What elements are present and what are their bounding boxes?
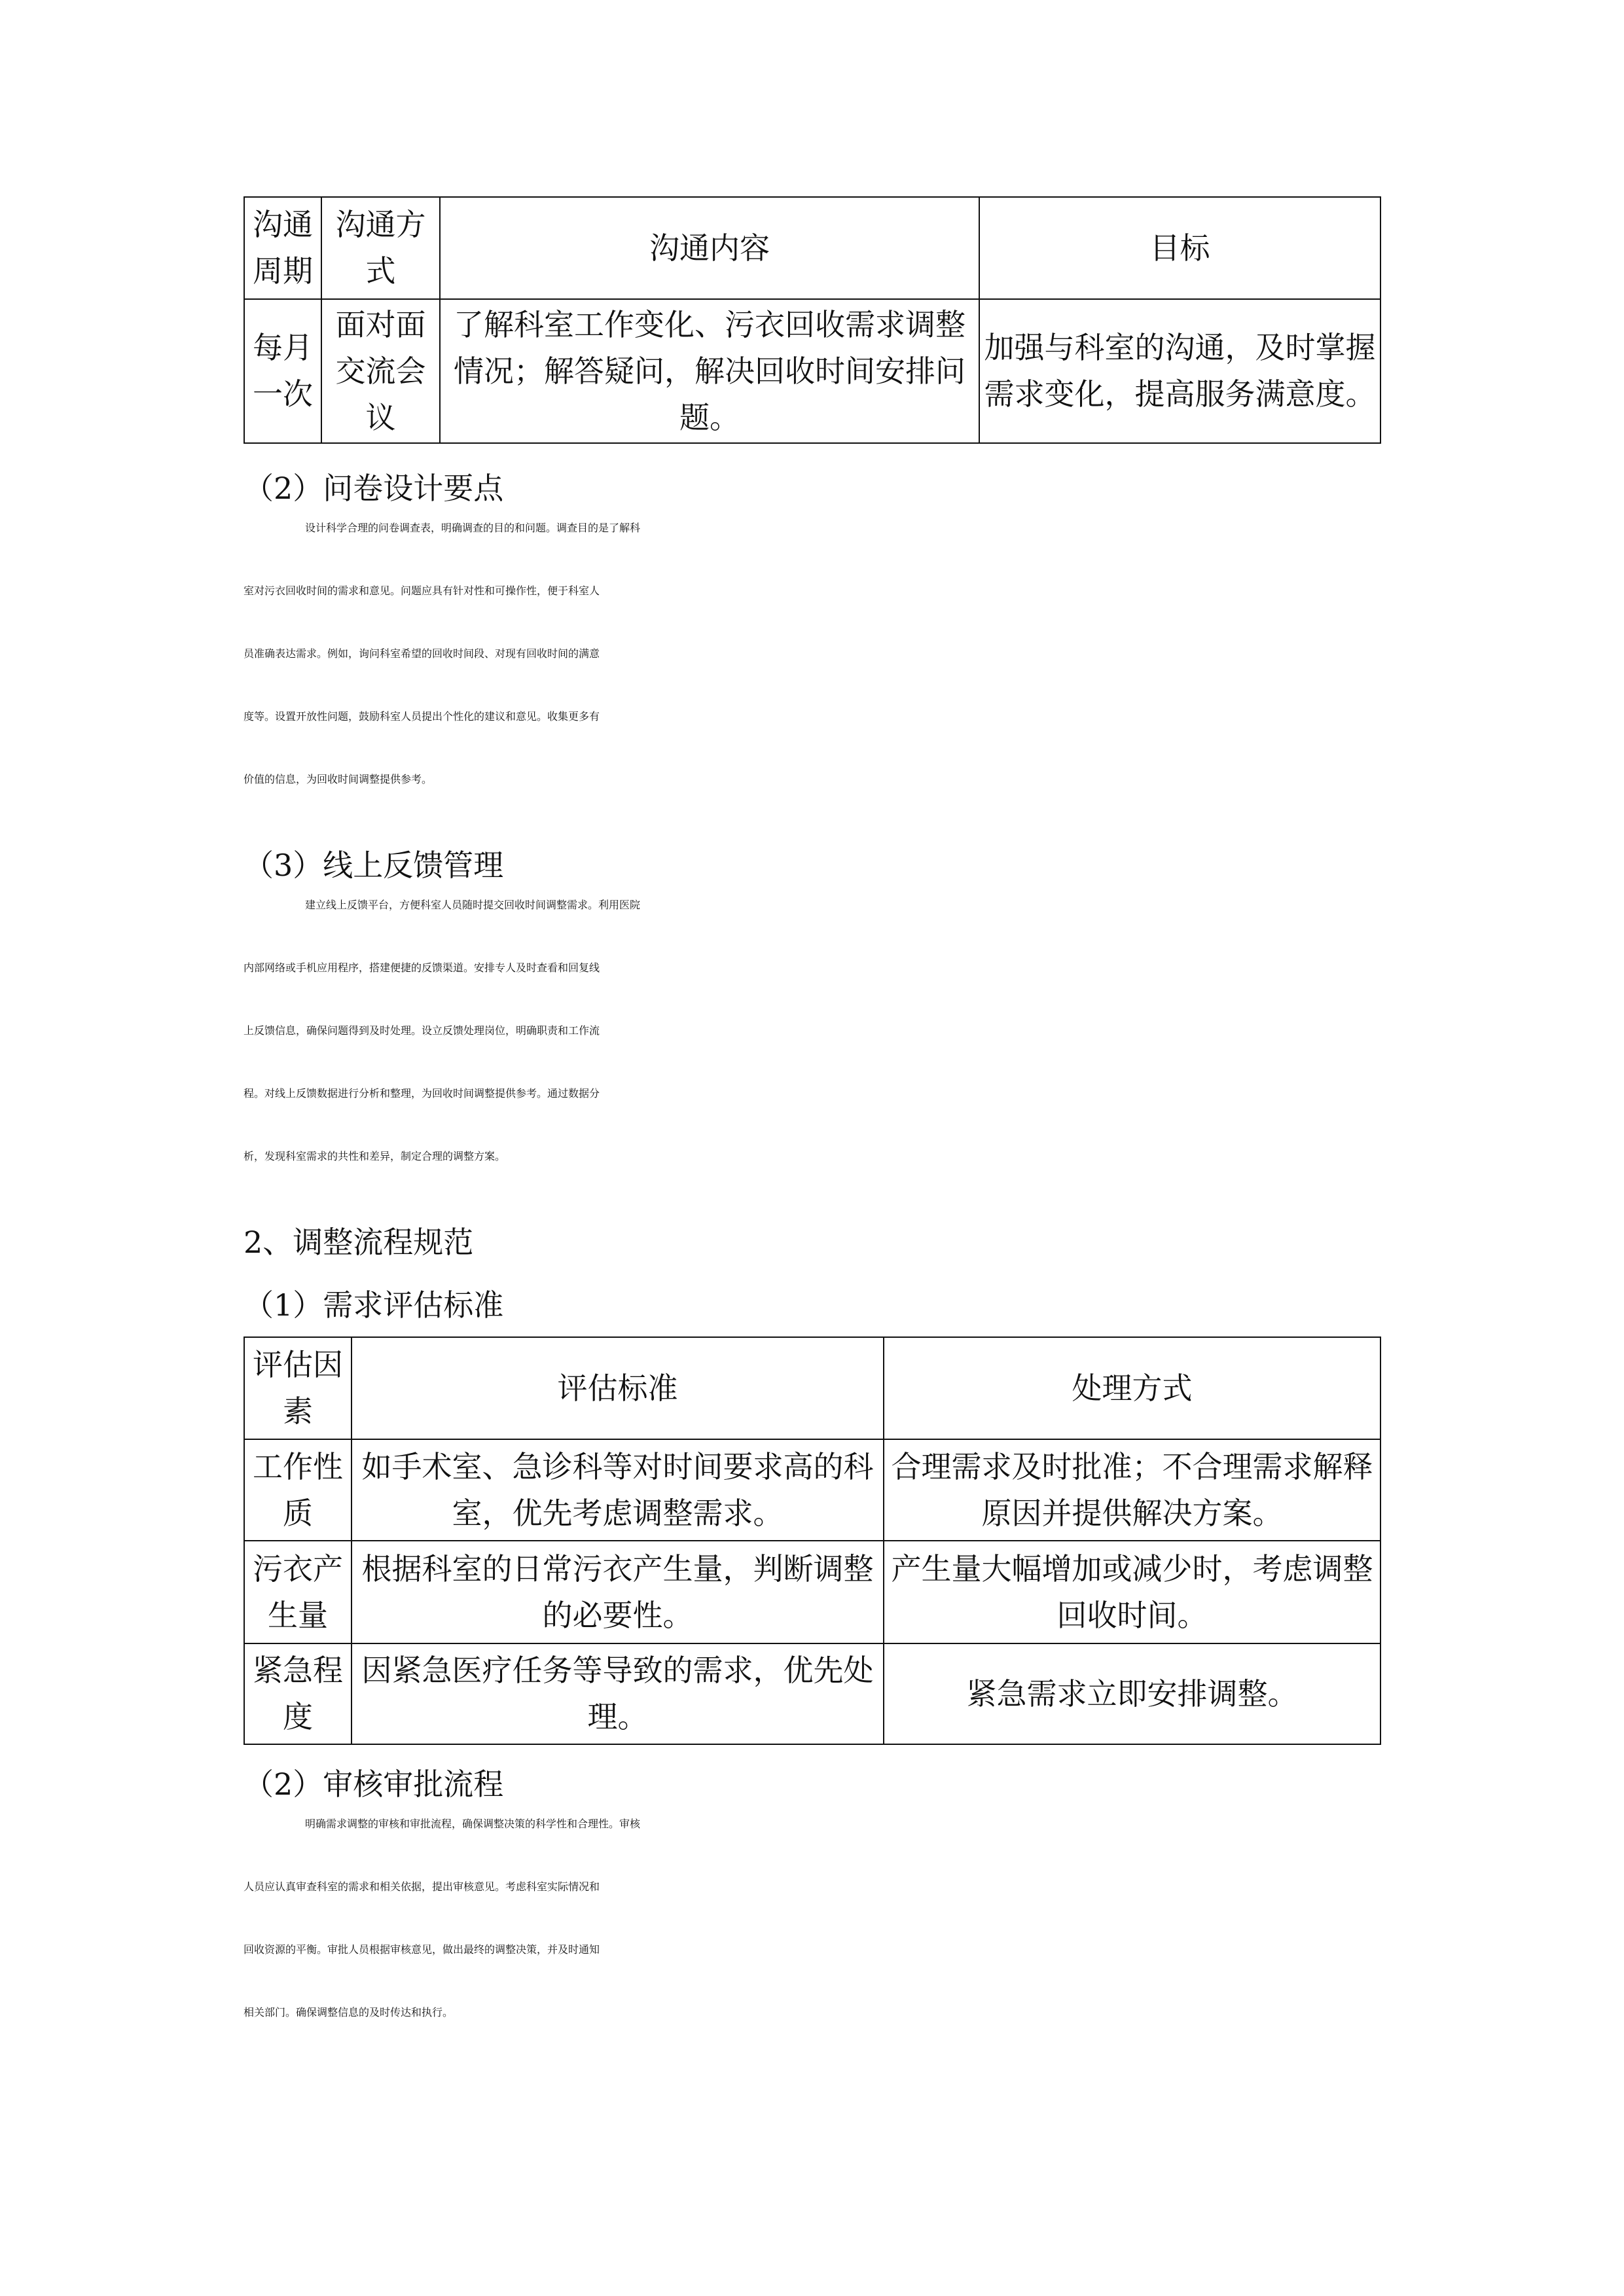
paragraph-online-feedback [244, 897, 1380, 1211]
paragraph-line: 回收资源的平衡。审批人员根据审核意见，做出最终的调整决策，并及时通知 [244, 1943, 600, 1956]
header-cell-criteria: 评估标准 [352, 1337, 884, 1439]
heading-questionnaire: （2）问卷设计要点 [244, 471, 504, 506]
header-cell-content: 沟通内容 [440, 197, 979, 299]
paragraph-line: 设计科学合理的问卷调查表，明确调查的目的和问题。调查目的是了解科 [305, 522, 641, 534]
paragraph-line: 上反馈信息，确保问题得到及时处理。设立反馈处理岗位，明确职责和工作流 [244, 1024, 600, 1037]
table-header-row [244, 1337, 1380, 1439]
paragraph-line: 度等。设置开放性问题，鼓励科室人员提出个性化的建议和意见。收集更多有 [244, 710, 600, 723]
cell-handling: 产生量大幅增加或减少时，考虑调整回收时间。 [884, 1541, 1380, 1643]
paragraph-line: 人员应认真审查科室的需求和相关依据，提出审核意见。考虑科室实际情况和 [244, 1880, 600, 1893]
cell-method: 面对面交流会议 [321, 299, 440, 443]
paragraph-line: 员准确表达需求。例如，询问科室希望的回收时间段、对现有回收时间的满意 [244, 647, 600, 660]
paragraph-line: 析，发现科室需求的共性和差异，制定合理的调整方案。 [244, 1150, 506, 1162]
paragraph-line: 内部网络或手机应用程序，搭建便捷的反馈渠道。安排专人及时查看和回复线 [244, 961, 600, 974]
table-row [244, 1643, 1380, 1744]
header-cell-period: 沟通周期 [244, 197, 321, 299]
evaluation-table [244, 1336, 1381, 1745]
communication-table [244, 196, 1381, 444]
paragraph-approval [244, 1816, 1380, 2067]
cell-handling: 合理需求及时批准；不合理需求解释原因并提供解决方案。 [884, 1439, 1380, 1541]
cell-factor: 紧急程度 [244, 1643, 352, 1744]
cell-criteria: 因紧急医疗任务等导致的需求，优先处理。 [352, 1643, 884, 1744]
paragraph-questionnaire [244, 520, 1380, 834]
cell-period: 每月一次 [244, 299, 321, 443]
table-header-row [244, 197, 1380, 299]
paragraph-line: 明确需求调整的审核和审批流程，确保调整决策的科学性和合理性。审核 [305, 1818, 641, 1830]
heading-demand-evaluation: （1）需求评估标准 [244, 1287, 504, 1323]
table-row [244, 1541, 1380, 1643]
paragraph-line: 室对污衣回收时间的需求和意见。问题应具有针对性和可操作性，便于科室人 [244, 584, 600, 597]
cell-criteria: 如手术室、急诊科等对时间要求高的科室，优先考虑调整需求。 [352, 1439, 884, 1541]
document-page [244, 196, 1380, 2067]
cell-factor: 污衣产生量 [244, 1541, 352, 1643]
heading-adjustment-process: 2、调整流程规范 [244, 1225, 474, 1260]
cell-handling: 紧急需求立即安排调整。 [884, 1643, 1380, 1744]
paragraph-line: 价值的信息，为回收时间调整提供参考。 [244, 773, 433, 785]
header-cell-method: 沟通方式 [321, 197, 440, 299]
table-row [244, 1439, 1380, 1541]
cell-factor: 工作性质 [244, 1439, 352, 1541]
heading-approval-process: （2）审核审批流程 [244, 1767, 504, 1802]
cell-content: 了解科室工作变化、污衣回收需求调整情况；解答疑问，解决回收时间安排问题。 [440, 299, 979, 443]
header-cell-goal: 目标 [979, 197, 1380, 299]
cell-criteria: 根据科室的日常污衣产生量，判断调整的必要性。 [352, 1541, 884, 1643]
header-cell-handling: 处理方式 [884, 1337, 1380, 1439]
paragraph-line: 相关部门。确保调整信息的及时传达和执行。 [244, 2006, 454, 2018]
paragraph-line: 建立线上反馈平台，方便科室人员随时提交回收时间调整需求。利用医院 [305, 899, 641, 911]
table-row [244, 299, 1380, 443]
paragraph-line: 程。对线上反馈数据进行分析和整理，为回收时间调整提供参考。通过数据分 [244, 1087, 600, 1100]
cell-goal: 加强与科室的沟通，及时掌握需求变化，提高服务满意度。 [979, 299, 1380, 443]
heading-online-feedback: （3）线上反馈管理 [244, 848, 504, 883]
header-cell-factor: 评估因素 [244, 1337, 352, 1439]
